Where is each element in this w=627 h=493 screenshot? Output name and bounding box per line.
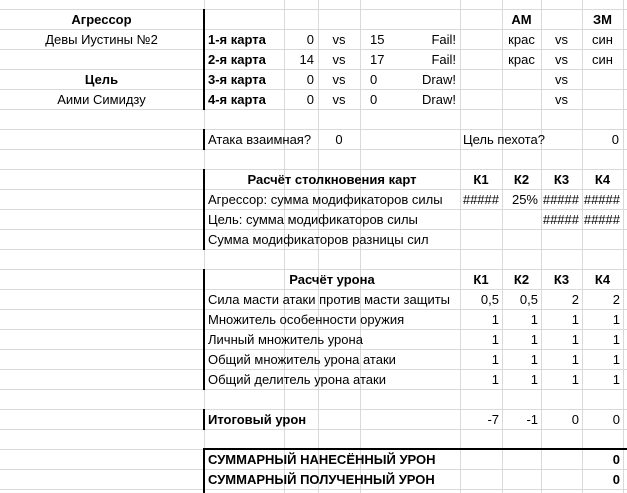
damage-value[interactable]: 2 (571, 292, 579, 307)
card-result: Draw! (422, 72, 456, 87)
damage-value[interactable]: 1 (571, 312, 579, 327)
final-damage-value[interactable]: -7 (487, 412, 499, 427)
card-target-value[interactable]: 0 (370, 72, 378, 87)
total-received-label: СУММАРНЫЙ ПОЛУЧЕННЫЙ УРОН (208, 472, 435, 487)
damage-row-label: Общий делитель урона атаки (208, 372, 386, 387)
damage-value[interactable]: 1 (491, 332, 499, 347)
clash-value[interactable]: ##### (542, 192, 579, 207)
agressor-name[interactable]: Девы Иустины №2 (45, 32, 158, 47)
clash-row-label: Агрессор: сумма модификаторов силы (208, 192, 443, 207)
damage-value[interactable]: 1 (491, 352, 499, 367)
section-border-left (203, 9, 205, 110)
card-result: Fail! (431, 52, 456, 67)
card-target-value[interactable]: 15 (370, 32, 385, 47)
clash-value[interactable] (502, 230, 538, 250)
damage-value[interactable]: 1 (571, 332, 579, 347)
mutual-attack-value[interactable]: 0 (335, 132, 343, 147)
target-infantry-label: Цель пехота? (463, 132, 545, 147)
final-damage-value[interactable]: -1 (526, 412, 538, 427)
damage-value[interactable]: 0,5 (519, 292, 538, 307)
card-suit-vs: vs (555, 72, 568, 87)
grid-column-line (623, 0, 624, 493)
card-attack-suit[interactable]: крас (508, 32, 535, 47)
damage-value[interactable]: 1 (491, 312, 499, 327)
card-target-value[interactable]: 0 (370, 92, 378, 107)
card-attacker-value[interactable]: 0 (306, 92, 314, 107)
card-vs: vs (332, 52, 346, 67)
clash-header-k1: К1 (473, 172, 489, 187)
total-dealt-label: СУММАРНЫЙ НАНЕСЁННЫЙ УРОН (208, 452, 436, 467)
card-label: 2-я карта (208, 52, 266, 67)
card-defense-suit[interactable]: син (592, 32, 613, 47)
clash-value[interactable]: ##### (462, 192, 499, 207)
clash-value[interactable] (582, 230, 620, 250)
damage-header-k1: К1 (473, 272, 489, 287)
damage-value[interactable]: 0,5 (480, 292, 499, 307)
final-damage-value[interactable]: 0 (571, 412, 579, 427)
card-suit-vs: vs (555, 52, 568, 67)
damage-value[interactable]: 1 (530, 312, 538, 327)
clash-header-k3: К3 (553, 172, 570, 187)
clash-value[interactable]: ##### (583, 212, 620, 227)
damage-value[interactable]: 1 (571, 352, 579, 367)
card-defense-suit[interactable] (582, 90, 623, 110)
damage-row-label: Сила масти атаки против масти защиты (208, 292, 451, 307)
card-vs: vs (332, 72, 346, 87)
card-attacker-value[interactable]: 0 (306, 32, 314, 47)
damage-row-label: Общий множитель урона атаки (208, 352, 396, 367)
damage-header-k4: К4 (594, 272, 611, 287)
damage-value[interactable]: 1 (612, 352, 620, 367)
card-vs: vs (332, 32, 346, 47)
damage-value[interactable]: 2 (612, 292, 620, 307)
am-header: АМ (511, 12, 532, 27)
clash-title: Расчёт столкновения карт (247, 172, 417, 187)
final-damage-label: Итоговый урон (208, 412, 307, 427)
card-attacker-value[interactable]: 0 (306, 72, 314, 87)
section-border-left (203, 449, 205, 493)
final-damage-value[interactable]: 0 (612, 412, 620, 427)
card-label: 4-я карта (208, 92, 266, 107)
clash-value[interactable]: ##### (542, 212, 579, 227)
target-label: Цель (84, 72, 119, 87)
clash-value[interactable]: ##### (583, 192, 620, 207)
damage-value[interactable]: 1 (530, 332, 538, 347)
total-dealt-value[interactable]: 0 (612, 452, 620, 467)
card-attack-suit[interactable]: крас (508, 52, 535, 67)
damage-value[interactable]: 1 (612, 312, 620, 327)
damage-row-label: Личный множитель урона (208, 332, 363, 347)
damage-header-k3: К3 (553, 272, 570, 287)
clash-value[interactable] (460, 230, 499, 250)
damage-value[interactable]: 1 (571, 372, 579, 387)
card-attack-suit[interactable] (502, 90, 541, 110)
target-name[interactable]: Аими Симидзу (57, 92, 146, 107)
card-defense-suit[interactable]: син (592, 52, 613, 67)
damage-value[interactable]: 1 (530, 372, 538, 387)
clash-row-label: Цель: сумма модификаторов силы (208, 212, 418, 227)
card-defense-suit[interactable] (582, 70, 623, 90)
agressor-label: Агрессор (71, 12, 132, 27)
damage-value[interactable]: 1 (530, 352, 538, 367)
clash-value[interactable]: 25% (511, 192, 538, 207)
card-target-value[interactable]: 17 (370, 52, 385, 67)
card-result: Fail! (431, 32, 456, 47)
clash-value[interactable] (502, 210, 538, 230)
clash-header-k2: К2 (513, 172, 530, 187)
section-border-left (203, 409, 205, 430)
damage-value[interactable]: 1 (491, 372, 499, 387)
damage-title: Расчёт урона (289, 272, 375, 287)
clash-value[interactable] (541, 230, 579, 250)
clash-value[interactable] (460, 210, 499, 230)
card-attack-suit[interactable] (502, 70, 541, 90)
card-label: 1-я карта (208, 32, 266, 47)
zm-header: ЗМ (593, 12, 612, 27)
mutual-attack-label: Атака взаимная? (208, 132, 312, 147)
card-attacker-value[interactable]: 14 (299, 52, 314, 67)
clash-row-label: Сумма модификаторов разницы сил (208, 232, 429, 247)
card-label: 3-я карта (208, 72, 266, 87)
card-suit-vs: vs (555, 32, 568, 47)
damage-value[interactable]: 1 (612, 332, 620, 347)
card-result: Draw! (422, 92, 456, 107)
clash-header-k4: К4 (594, 172, 611, 187)
damage-value[interactable]: 1 (612, 372, 620, 387)
damage-header-k2: К2 (513, 272, 530, 287)
target-infantry-value[interactable]: 0 (611, 132, 619, 147)
card-vs: vs (332, 92, 346, 107)
total-received-value[interactable]: 0 (612, 472, 620, 487)
card-suit-vs: vs (555, 92, 568, 107)
damage-row-label: Множитель особенности оружия (208, 312, 405, 327)
section-border-left (203, 129, 205, 150)
